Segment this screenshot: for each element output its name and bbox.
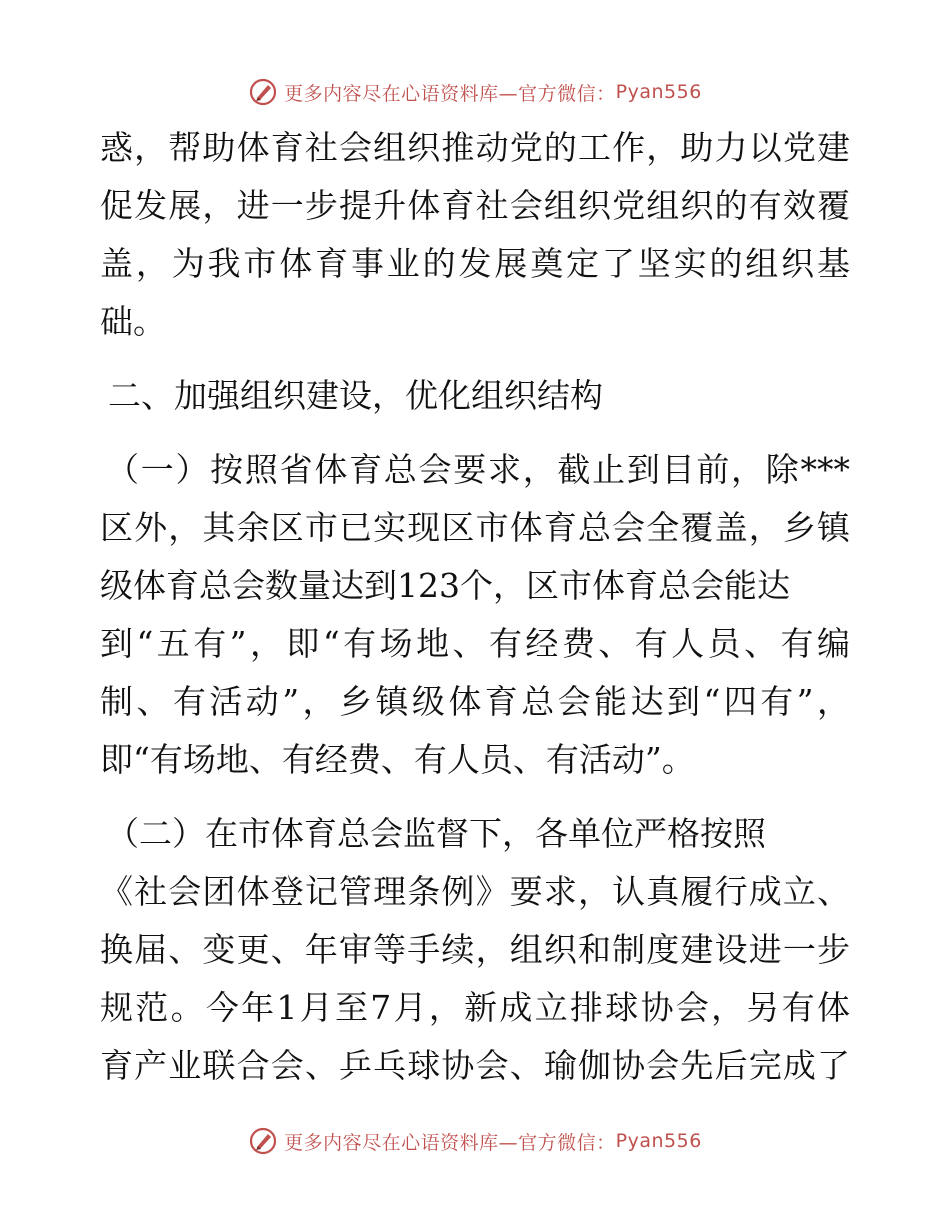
pen-logo-icon [248, 1126, 278, 1156]
paragraph-line: 盖，为我市体育事业的发展奠定了坚实的组织基 [100, 244, 850, 283]
paragraph-line: 制、有活动”，乡镇级体育总会能达到“四有”， [100, 682, 850, 721]
paragraph-line: 换届、变更、年审等手续，组织和制度建设进一步 [100, 930, 850, 969]
paragraph-line: 级体育总会数量达到123个，区市体育总会能达 [100, 566, 790, 605]
paragraph-line: 惑，帮助体育社会组织推动党的工作，助力以党建 [100, 128, 850, 167]
pen-logo-icon [248, 77, 278, 107]
paragraph-line: 到“五有”，即“有场地、有经费、有人员、有编 [100, 624, 850, 663]
watermark-wechat-id: Pyan556 [615, 1130, 702, 1152]
paragraph-line: 《社会团体登记管理条例》要求，认真履行成立、 [100, 872, 850, 911]
footer-watermark [0, 1123, 950, 1159]
paragraph-line: （一）按照省体育总会要求，截止到目前，除*** [106, 450, 850, 489]
paragraph-line: 础。 [100, 302, 166, 341]
paragraph-line: 育产业联合会、乒乓球协会、瑜伽协会先后完成了 [100, 1046, 850, 1085]
section-heading: 二、加强组织建设，优化组织结构 [108, 376, 603, 415]
watermark-text: 更多内容尽在心语资料库—官方微信： [284, 82, 616, 105]
paragraph-line: 规范。今年1月至7月，新成立排球协会，另有体 [100, 988, 850, 1027]
document-body [100, 124, 850, 1100]
watermark-text: 更多内容尽在心语资料库—官方微信： [284, 1131, 616, 1154]
paragraph-line: （二）在市体育总会监督下，各单位严格按照 [106, 814, 766, 853]
watermark-wechat-id: Pyan556 [615, 81, 702, 103]
paragraph-line: 区外，其余区市已实现区市体育总会全覆盖，乡镇 [100, 508, 850, 547]
paragraph-line: 即“有场地、有经费、有人员、有活动”。 [100, 740, 695, 779]
header-watermark [0, 74, 950, 110]
paragraph-line: 促发展，进一步提升体育社会组织党组织的有效覆 [100, 186, 850, 225]
